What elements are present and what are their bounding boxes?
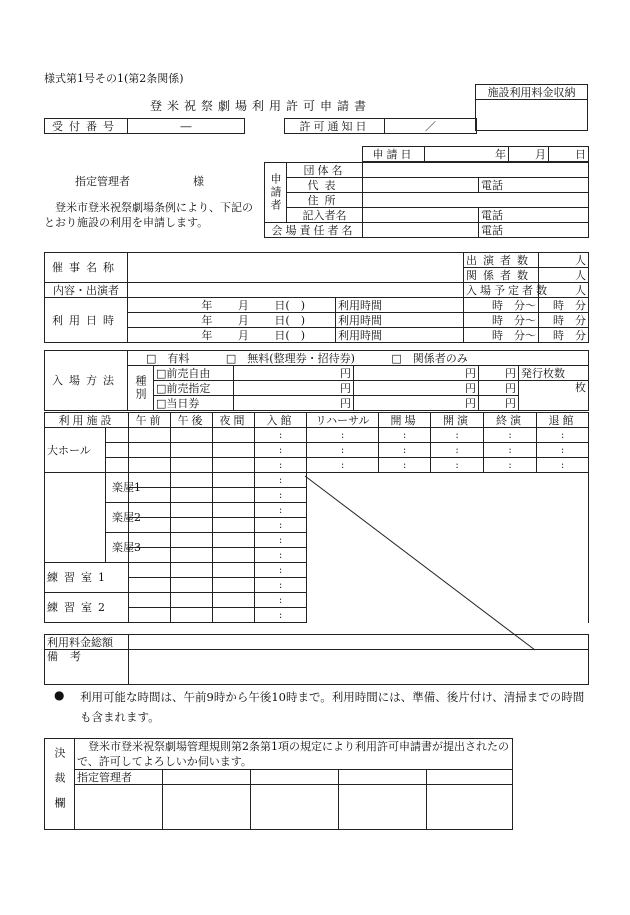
fee-total-table (44, 634, 589, 685)
address-field[interactable] (363, 193, 589, 208)
receipt-label: 受付番号 (45, 119, 128, 134)
stamp-box-5[interactable] (427, 785, 513, 830)
price-2b[interactable]: 円 (354, 381, 479, 396)
time-colon-cell[interactable]: : (307, 458, 379, 473)
content-label: 内容・出演者 (45, 283, 128, 298)
enter-colon-cell[interactable]: : (255, 608, 307, 623)
header-am: 午前 (129, 413, 171, 428)
session-cell[interactable] (213, 503, 255, 518)
session-cell[interactable] (129, 578, 171, 593)
session-cell[interactable] (171, 473, 213, 488)
enter-colon-cell[interactable]: : (255, 593, 307, 608)
form-id: 様式第1号その1(第2条関係) (44, 72, 184, 85)
stamp-box-4[interactable] (339, 785, 427, 830)
address-label: 住所 (287, 193, 363, 208)
date-row-1[interactable]: 年 月 日( ) (128, 298, 336, 313)
date-row-3[interactable]: 年 月 日( ) (128, 328, 336, 343)
facility-practice-room-2: 練習室2 (45, 593, 129, 623)
time-label-3: 利用時間 (336, 328, 464, 343)
event-name-field[interactable] (128, 253, 464, 283)
stamp-box-3[interactable] (251, 785, 339, 830)
stamp-slot-4[interactable] (427, 770, 513, 785)
session-cell[interactable] (171, 533, 213, 548)
permit-value[interactable]: ／ (385, 119, 477, 134)
facility-practice-room-1: 練習室1 (45, 563, 129, 593)
time-label-2: 利用時間 (336, 313, 464, 328)
fee-box-label: 施設利用料金収納 (476, 85, 588, 100)
time-from-2[interactable]: 時 分～ (464, 313, 539, 328)
session-cell[interactable] (171, 443, 213, 458)
time-colon-cell[interactable]: : (431, 443, 484, 458)
ticket-advance-free[interactable]: □前売自由 (154, 366, 234, 381)
org-name-field[interactable] (363, 163, 589, 178)
price-1a[interactable]: 円 (234, 366, 354, 381)
total-fee-field[interactable] (129, 635, 589, 650)
facility-dressing-room-3: 楽屋3 (106, 533, 129, 563)
session-cell[interactable] (129, 428, 171, 443)
session-cell[interactable] (171, 608, 213, 623)
time-to-1[interactable]: 時 分 (539, 298, 589, 313)
session-cell[interactable] (213, 443, 255, 458)
applicant-label: 申請者 (265, 163, 287, 223)
performers-label: 出演者数 (464, 253, 539, 268)
price-3c[interactable]: 円 (479, 396, 519, 411)
hall-sub-cell[interactable] (106, 428, 129, 443)
request-text: 登米市登米祝祭劇場条例により、下記のとおり施設の利用を申請します。 (44, 201, 253, 229)
use-date-label: 利用日時 (45, 298, 128, 343)
session-cell[interactable] (171, 458, 213, 473)
price-2a[interactable]: 円 (234, 381, 354, 396)
time-colon-cell[interactable]: : (379, 443, 431, 458)
time-colon-cell[interactable]: : (307, 428, 379, 443)
time-colon-cell[interactable]: : (379, 458, 431, 473)
facility-dressing-room-2: 楽屋2 (106, 503, 129, 533)
hall-sub-cell[interactable] (106, 458, 129, 473)
session-cell[interactable] (213, 428, 255, 443)
decision-manager-label: 指定管理者 (75, 770, 163, 785)
writer-field[interactable] (363, 208, 479, 223)
header-exit: 退館 (537, 413, 589, 428)
org-name-label: 団体名 (287, 163, 363, 178)
session-cell[interactable] (213, 473, 255, 488)
indent-cell (45, 473, 106, 503)
time-to-2[interactable]: 時 分 (539, 313, 589, 328)
time-colon-cell[interactable]: : (307, 443, 379, 458)
time-colon-cell[interactable]: : (537, 458, 589, 473)
indent-cell (45, 503, 106, 533)
type-label: 種別 (128, 366, 154, 411)
total-fee-label: 利用料金総額 (45, 635, 129, 650)
session-cell[interactable] (213, 488, 255, 503)
session-cell[interactable] (171, 428, 213, 443)
decision-label: 決裁欄 (45, 739, 75, 830)
time-colon-cell[interactable]: : (537, 428, 589, 443)
writer-tel[interactable]: 電話 (479, 208, 589, 223)
session-cell[interactable] (213, 578, 255, 593)
header-enter: 入館 (255, 413, 307, 428)
time-colon-cell[interactable]: : (255, 458, 307, 473)
expected-field[interactable]: 人 (539, 283, 589, 298)
time-colon-cell[interactable]: : (431, 428, 484, 443)
header-end: 終演 (484, 413, 537, 428)
writer-label: 記入者名 (287, 208, 363, 223)
price-3a[interactable]: 円 (234, 396, 354, 411)
session-cell[interactable] (171, 563, 213, 578)
void-diagonal (305, 476, 535, 650)
admission-label: 入場方法 (45, 351, 128, 411)
staff-field[interactable]: 人 (539, 268, 589, 283)
addressee-suffix: 様 (193, 175, 204, 188)
apply-date-label: 申請日 (363, 147, 425, 162)
page-title: 登米祝祭劇場利用許可申請書 (150, 99, 372, 113)
session-cell[interactable] (213, 608, 255, 623)
free-checkbox[interactable]: □ 無料(整理券・招待券) (225, 351, 355, 365)
note-bullet-icon: ● (54, 688, 65, 702)
remarks-label: 備考 (45, 650, 129, 685)
session-cell[interactable] (213, 518, 255, 533)
enter-colon-cell[interactable]: : (255, 488, 307, 503)
time-label-1: 利用時間 (336, 298, 464, 313)
session-cell[interactable] (213, 593, 255, 608)
permit-label: 許可通知日 (285, 119, 385, 134)
session-cell[interactable] (129, 563, 171, 578)
apply-date-row (362, 146, 589, 162)
staff-label: 関係者数 (464, 268, 539, 283)
price-2c[interactable]: 円 (479, 381, 519, 396)
fee-box-stamp (476, 100, 588, 131)
rep-tel[interactable]: 電話 (479, 178, 589, 193)
time-colon-cell[interactable]: : (484, 443, 537, 458)
apply-month[interactable]: 月 (509, 147, 549, 162)
price-1c[interactable]: 円 (479, 366, 519, 381)
session-cell[interactable] (171, 593, 213, 608)
enter-colon-cell[interactable]: : (255, 548, 307, 563)
time-colon-cell[interactable]: : (255, 428, 307, 443)
time-colon-cell[interactable]: : (379, 428, 431, 443)
session-cell[interactable] (171, 488, 213, 503)
price-1b[interactable]: 円 (354, 366, 479, 381)
indent-cell (45, 533, 106, 563)
header-night: 夜間 (213, 413, 255, 428)
enter-colon-cell[interactable]: : (255, 503, 307, 518)
time-colon-cell[interactable]: : (431, 458, 484, 473)
session-cell[interactable] (171, 578, 213, 593)
event-table (44, 252, 589, 343)
admission-options[interactable] (128, 351, 589, 366)
stamp-box-1[interactable] (75, 785, 163, 830)
time-from-1[interactable]: 時 分～ (464, 298, 539, 313)
issue-count-field[interactable]: 枚 (519, 381, 589, 411)
paid-checkbox[interactable]: □ 有料 (146, 351, 190, 365)
session-cell[interactable] (129, 443, 171, 458)
enter-colon-cell[interactable]: : (255, 518, 307, 533)
rep-label: 代表 (287, 178, 363, 193)
enter-colon-cell[interactable]: : (255, 473, 307, 488)
session-cell[interactable] (129, 608, 171, 623)
session-cell[interactable] (213, 458, 255, 473)
remarks-field[interactable] (129, 650, 589, 685)
session-cell[interactable] (129, 593, 171, 608)
enter-colon-cell[interactable]: : (255, 533, 307, 548)
applicant-table (264, 162, 589, 238)
stamp-slot-2[interactable] (251, 770, 339, 785)
venue-manager-field[interactable] (363, 223, 479, 238)
header-rehearsal: リハーサル (307, 413, 379, 428)
staff-only-checkbox[interactable]: □ 関係者のみ (391, 351, 468, 365)
time-from-3[interactable]: 時 分～ (464, 328, 539, 343)
expected-label: 入場予定者数 (464, 283, 539, 298)
session-cell[interactable] (171, 518, 213, 533)
session-cell[interactable] (129, 458, 171, 473)
header-pm: 午後 (171, 413, 213, 428)
receipt-row (44, 118, 477, 134)
ticket-same-day[interactable]: □当日券 (154, 396, 234, 411)
enter-colon-cell[interactable]: : (255, 563, 307, 578)
fee-box (475, 84, 588, 131)
receipt-value[interactable]: ― (128, 119, 245, 134)
time-colon-cell[interactable]: : (537, 443, 589, 458)
addressee: 指定管理者 (75, 175, 130, 188)
time-colon-cell[interactable]: : (484, 428, 537, 443)
time-colon-cell[interactable]: : (484, 458, 537, 473)
decision-text: 登米市登米祝祭劇場管理規則第2条第1項の規定により利用許可申請書が提出されたので、許可してよろしいか伺います。 (75, 739, 513, 770)
venue-manager-tel[interactable]: 電話 (479, 223, 589, 238)
content-field[interactable] (128, 283, 464, 298)
performers-field[interactable]: 人 (539, 253, 589, 268)
header-start: 開演 (431, 413, 484, 428)
date-row-2[interactable]: 年 月 日( ) (128, 313, 336, 328)
time-to-3[interactable]: 時 分 (539, 328, 589, 343)
hall-sub-cell[interactable] (106, 443, 129, 458)
ticket-advance-reserved[interactable]: □前売指定 (154, 381, 234, 396)
event-name-label: 催事名称 (45, 253, 128, 283)
venue-manager-label: 会場責任者名 (265, 223, 363, 238)
stamp-slot-1[interactable] (163, 770, 251, 785)
usage-note: 利用可能な時間は、午前9時から午後10時まで。利用時間には、準備、後片付け、清掃までの時間も含まれます。 (80, 690, 585, 724)
price-3b[interactable]: 円 (354, 396, 479, 411)
session-cell[interactable] (171, 548, 213, 563)
apply-year[interactable]: 年 (425, 147, 509, 162)
session-cell[interactable] (213, 533, 255, 548)
stamp-box-2[interactable] (163, 785, 251, 830)
session-cell[interactable] (171, 503, 213, 518)
apply-day[interactable]: 日 (549, 147, 589, 162)
facility-large-hall: 大ホール (45, 428, 106, 473)
header-doors: 開場 (379, 413, 431, 428)
session-cell[interactable] (213, 548, 255, 563)
stamp-slot-3[interactable] (339, 770, 427, 785)
admission-table (44, 350, 589, 411)
decision-table (44, 738, 513, 830)
issue-count-label: 発行枚数 (519, 366, 589, 381)
facility-dressing-room-1: 楽屋1 (106, 473, 129, 503)
header-facility: 利用施設 (45, 413, 129, 428)
rep-field[interactable] (363, 178, 479, 193)
enter-colon-cell[interactable]: : (255, 578, 307, 593)
session-cell[interactable] (213, 563, 255, 578)
time-colon-cell[interactable]: : (255, 443, 307, 458)
